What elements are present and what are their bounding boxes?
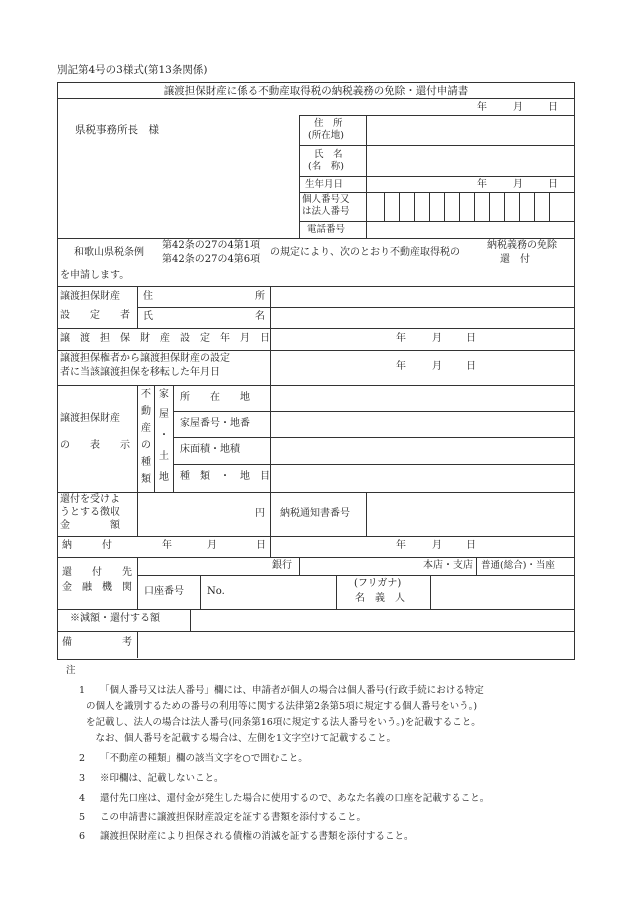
ordinance-middle: の規定により、次のとおり不動産取得税の [270,247,460,258]
note-6-number: 6 [79,831,86,842]
payment-day-left: 日 [256,540,266,551]
type-char-4: の [141,440,151,451]
transfer-day: 日 [466,361,476,372]
type-char-2: 動 [141,406,151,417]
refund-label-1: 還付を受けよ [60,494,120,505]
refund-label-2: うとする徴収 [60,507,120,518]
setup-year: 年 [396,333,406,344]
note-2-number: 2 [79,753,86,764]
notice-number-label: 納税通知書番号 [280,508,350,519]
setter-name-label: 氏 [143,311,153,322]
type-char-1: 不 [141,389,151,400]
bank-label-2: 金 融 機 関 [62,582,132,593]
setter-name-end: 名 [255,311,265,322]
birth-year: 年 [477,179,487,190]
note-1-line-2: の個人を識別するための番号の利用等に関する法律第2条第5項に規定する個人番号をいう。) [86,701,478,712]
form-label: 別記第4号の3様式(第13条関係) [57,64,208,76]
bank-label-1: 還 付 先 [62,567,132,578]
form-title: 譲渡担保財産に係る不動産取得税の納税義務の免除・還付申請書 [163,85,469,97]
account-number-label: 口座番号 [144,586,184,597]
kind-char-3: ・ [159,430,169,441]
note-1-line-4: なお、個人番号を記載する場合は、左側を1文字空けて記載すること。 [86,733,397,744]
setter-label-1: 譲渡担保財産 [60,291,120,302]
note-5-number: 5 [79,812,86,823]
note-1-line-3: を記載し、法人の場合は法人番号(同条第16項に規定する法人番号をいう。)を記載すること。 [86,717,481,728]
property-location-label: 所 在 地 [180,392,250,403]
note-3-line-1: ※印欄は、記載しないこと。 [100,773,224,784]
ordinance-suffix: を申請します。 [60,270,130,281]
address-sub-label: (所在地) [308,130,344,141]
transfer-date-label-2: 者に当該譲渡担保を移転した年月日 [60,367,220,378]
remarks-label: 備 考 [62,637,132,648]
account-no: No. [207,586,225,597]
note-1-number: 1 [79,685,86,696]
type-char-6: 類 [141,474,151,485]
property-label-1: 譲渡担保財産 [60,413,120,424]
notes-header: 注 [66,665,76,676]
kind-char-2: 屋 [159,409,169,420]
ordinance-clause-1: 第42条の27の4第1項 [162,240,261,251]
furigana-label: (フリガナ) [354,578,402,589]
property-label-2: の 表 示 [60,440,130,451]
note-4-line-1: 還付先口座は、還付金が発生した場合に使用するので、あなた名義の口座を記載すること。 [100,793,490,804]
setup-date-label: 譲 渡 担 保 財 産 設 定 年 月 日 [60,333,270,344]
birth-day: 日 [548,179,558,190]
name-sub-label: (名 称) [308,161,344,172]
note-5-line-1: この申請書に譲渡担保財産設定を証する書類を添付すること。 [100,812,367,823]
setup-month: 月 [432,333,442,344]
reduction-label: ※減額・還付する額 [70,613,160,624]
branch-word: 本店・支店 [423,560,473,571]
name-label: 氏 名 [314,149,343,160]
type-char-3: 産 [141,423,151,434]
transfer-month: 月 [432,361,442,372]
ordinance-prefix: 和歌山県税条例 [74,247,144,258]
property-number-label: 家屋番号・地番 [180,418,250,429]
account-type: 普通(総合)・当座 [481,560,555,571]
date-year: 年 [477,102,487,113]
property-category-label: 種 類 ・ 地 目 [180,471,270,482]
birth-month: 月 [513,179,523,190]
bank-word: 銀行 [272,560,292,571]
payment-label: 納 付 [62,540,112,551]
payment-year-left: 年 [162,540,172,551]
payment-year-right: 年 [396,540,406,551]
payment-day-right: 日 [466,540,476,551]
setter-address-label: 住 [143,291,153,302]
addressee: 県税事務所長 様 [75,124,159,136]
setter-address-end: 所 [255,291,265,302]
ordinance-clause-2: 第42条の27の4第6項 [162,254,261,265]
payment-month-left: 月 [207,540,217,551]
setup-day: 日 [466,333,476,344]
kind-char-5: 地 [159,472,169,483]
date-day: 日 [548,102,558,113]
note-3-number: 3 [79,773,86,784]
option-refund: 還 付 [500,254,530,265]
property-area-label: 床面積・地積 [180,444,240,455]
kind-char-1: 家 [159,389,169,400]
phone-label: 電話番号 [307,224,346,235]
option-exemption: 納税義務の免除 [487,240,557,251]
id-number-label-2: は法人番号 [302,206,350,217]
transfer-date-label-1: 譲渡担保権者から譲渡担保財産の設定 [60,353,230,364]
kind-char-4: 土 [159,451,169,462]
type-char-5: 種 [141,457,151,468]
transfer-year: 年 [396,361,406,372]
note-4-number: 4 [79,793,86,804]
setter-label-2: 設 定 者 [60,310,130,321]
yen-unit: 円 [255,508,265,519]
refund-label-3: 金 額 [60,520,120,531]
payment-month-right: 月 [432,540,442,551]
address-label: 住 所 [314,118,343,129]
account-holder-label: 名 義 人 [355,593,405,604]
note-6-line-1: 譲渡担保財産により担保される債権の消滅を証する書類を添付すること。 [100,831,414,842]
note-2-line-1: 「不動産の種類」欄の該当文字を○で囲むこと。 [100,753,308,764]
birth-date-label: 生年月日 [305,179,344,190]
date-month: 月 [513,102,523,113]
note-1-line-1: 「個人番号又は法人番号」欄には、申請者が個人の場合は個人番号(行政手続における特定 [100,685,484,696]
id-number-label-1: 個人番号又 [302,194,350,205]
